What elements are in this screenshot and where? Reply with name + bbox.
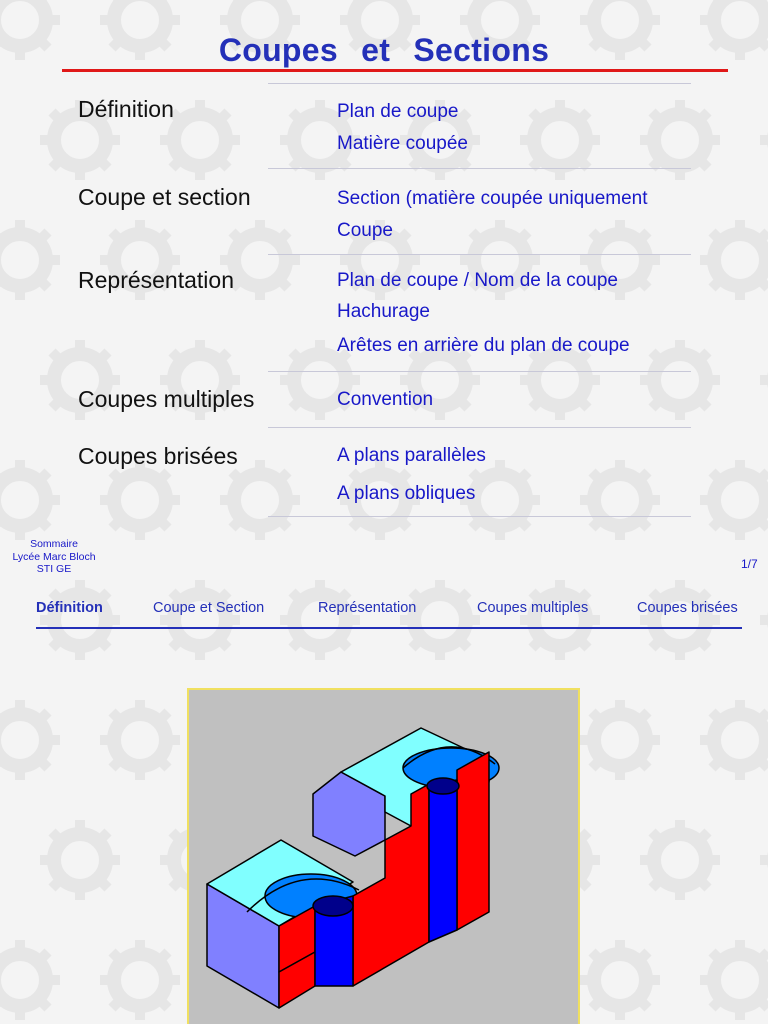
summary-link[interactable]: Sommaire	[30, 538, 78, 550]
link-nom-de-la-coupe[interactable]: Plan de coupe / Nom de la coupe	[337, 270, 618, 291]
separator-line	[268, 516, 691, 517]
footer-info	[6, 538, 102, 576]
link-hachurage[interactable]: Hachurage	[337, 301, 430, 322]
nav-coupe-et-section[interactable]: Coupe et Section	[153, 600, 265, 616]
link-section[interactable]: Section (matière coupée uniquement	[337, 188, 648, 209]
nav-underline	[36, 627, 742, 629]
nav-coupes-multiples[interactable]: Coupes multiples	[477, 600, 589, 616]
nav-representation[interactable]: Représentation	[318, 600, 417, 616]
section-view-figure	[187, 688, 580, 1024]
class-name: STI GE	[36, 563, 72, 575]
page-number: 1/7	[741, 557, 758, 571]
link-aretes-en-arriere[interactable]: Arêtes en arrière du plan de coupe	[337, 335, 630, 356]
link-plans-obliques[interactable]: A plans obliques	[337, 483, 476, 504]
separator-line	[268, 371, 691, 372]
link-convention[interactable]: Convention	[337, 389, 434, 410]
separator-line	[268, 254, 691, 255]
sectioned-part-illustration	[189, 690, 580, 1024]
nav-definition[interactable]: Définition	[36, 600, 103, 616]
link-matiere-coupee[interactable]: Matière coupée	[337, 133, 468, 154]
title-underline	[62, 69, 728, 72]
link-coupe[interactable]: Coupe	[337, 220, 393, 241]
separator-line	[268, 83, 691, 84]
topic-coupe-et-section[interactable]: Coupe et section	[78, 184, 251, 210]
separator-line	[268, 168, 691, 169]
topic-definition[interactable]: Définition	[78, 96, 174, 122]
topic-coupes-brisees[interactable]: Coupes brisées	[78, 443, 238, 469]
topic-coupes-multiples[interactable]: Coupes multiples	[78, 386, 255, 412]
separator-line	[268, 427, 691, 428]
link-plans-paralleles[interactable]: A plans parallèles	[337, 445, 486, 466]
slide-title: Coupes et Sections	[218, 32, 550, 68]
topic-representation[interactable]: Représentation	[78, 267, 234, 293]
nav-coupes-brisees[interactable]: Coupes brisées	[637, 600, 738, 616]
school-name: Lycée Marc Bloch	[12, 550, 96, 563]
link-plan-de-coupe[interactable]: Plan de coupe	[337, 101, 459, 122]
